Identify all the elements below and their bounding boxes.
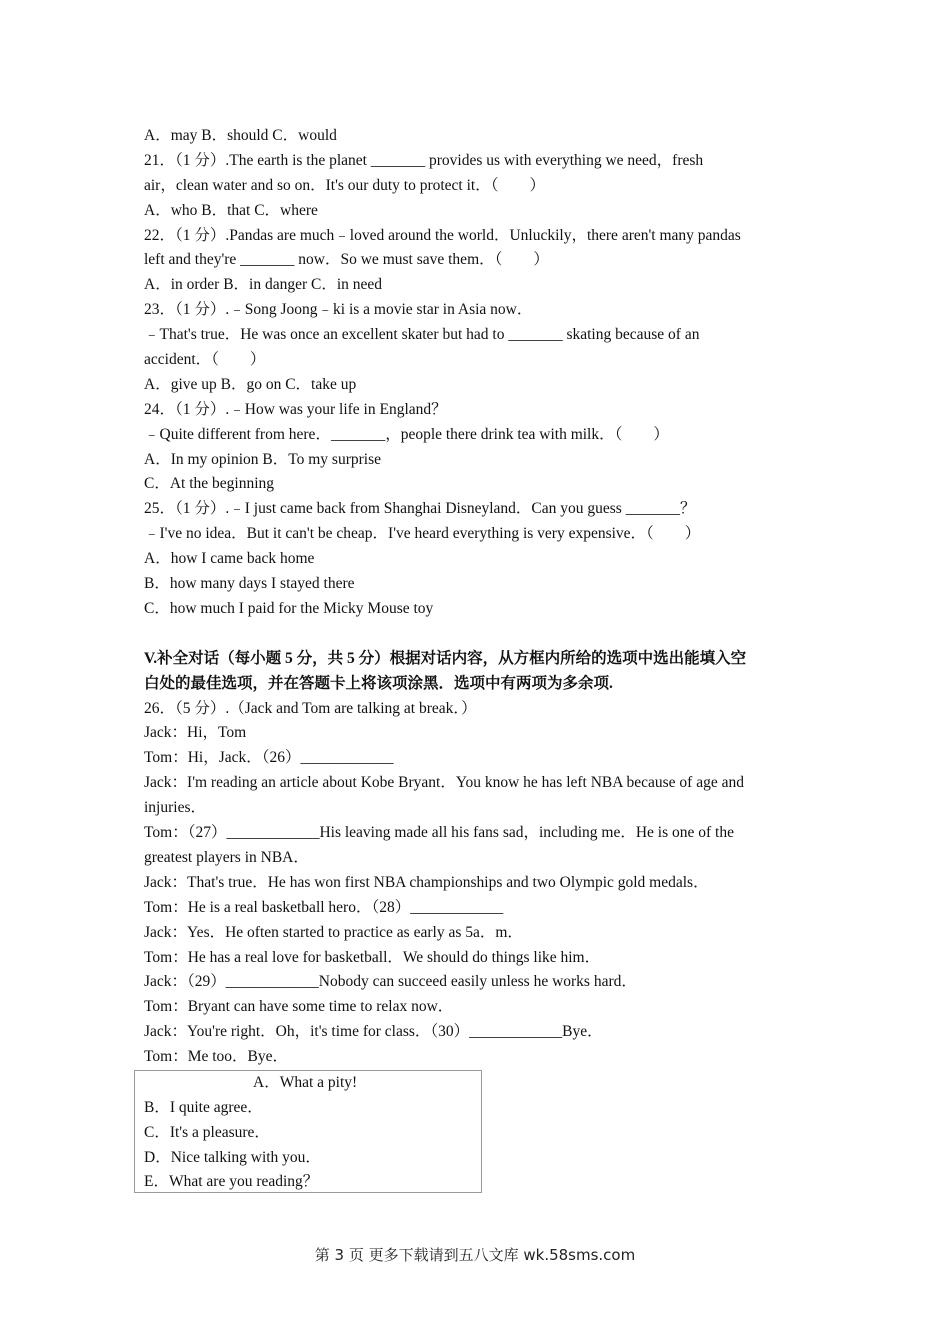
- section-v-heading-line-2: 白处的最佳选项，并在答题卡上将该项涂黑．选项中有两项为多余项.: [144, 674, 613, 692]
- section-v-heading-line-1: V.补全对话（每小题 5 分，共 5 分）根据对话内容，从方框内所给的选项中选出能填入空: [144, 649, 747, 667]
- answer-options-q24-c: C．At the beginning: [144, 475, 275, 493]
- dialogue-line: greatest players in NBA．: [144, 848, 309, 866]
- answer-options-q24-ab: A．In my opinion B．To my surprise: [144, 450, 382, 468]
- dialogue-line: Jack：I'm reading an article about Kobe Bryant．You know he has left NBA because of age and: [144, 774, 744, 792]
- question-23-line-1: 23．（1 分）.﹣Song Joong﹣ki is a movie star in Asia now．: [144, 301, 533, 319]
- answer-option-q25-c: C．how much I paid for the Micky Mouse toy: [144, 599, 434, 617]
- document-body: [144, 124, 804, 1070]
- answer-options-q21: A．who B．that C．where: [144, 201, 318, 219]
- page-footer: 第 3 页 更多下载请到五八文库 wk.58sms.com: [314, 1246, 636, 1264]
- question-25-line-1: 25．（1 分）.﹣I just came back from Shanghai Disneyland．Can you guess _______？: [144, 500, 696, 518]
- question-23-line-2: ﹣That's true．He was once an excellent skater but had to _______ skating because of an: [144, 326, 700, 344]
- dialogue-intro: 26．（5 分）.（Jack and Tom are talking at break．）: [144, 699, 477, 717]
- answer-options-q20: A．may B．should C．would: [144, 127, 337, 144]
- dialogue-line: Tom：He is a real basketball hero．（28）____________: [144, 898, 504, 916]
- question-21-line-1: 21．（1 分）.The earth is the planet _______ provides us with everything we need，fresh: [144, 151, 704, 169]
- question-25-line-2: ﹣I've no idea．But it can't be cheap．I've heard everything is very expensive．（ ）: [144, 525, 701, 543]
- answer-option-q25-a: A．how I came back home: [144, 550, 315, 568]
- dialogue-line: Tom：（27）____________His leaving made all his fans sad，including me．He is one of the: [144, 824, 734, 842]
- question-22-line-1: 22．（1 分）.Pandas are much﹣loved around the world．Unluckily，there aren't many pandas: [144, 226, 741, 244]
- option-c: C．It's a pleasure．: [144, 1124, 270, 1141]
- question-23-line-3: accident．（ ）: [144, 351, 266, 369]
- answer-options-q23: A．give up B．go on C．take up: [144, 375, 357, 393]
- options-box: [134, 1070, 482, 1193]
- option-b: B．I quite agree．: [144, 1099, 263, 1116]
- option-d: D．Nice talking with you．: [144, 1149, 321, 1166]
- question-22-line-2: left and they're _______ now．So we must save them．（ ）: [144, 251, 549, 269]
- dialogue-line: Jack：You're right．Oh，it's time for class．（30）____________Bye．: [144, 1023, 603, 1041]
- answer-options-q22: A．in order B．in danger C．in need: [144, 276, 383, 294]
- dialogue-line: Jack：That's true．He has won first NBA championships and two Olympic gold medals．: [144, 873, 709, 891]
- dialogue-line: Tom：He has a real love for basketball．We should do things like him．: [144, 948, 601, 966]
- option-e: E．What are you reading？: [144, 1173, 319, 1190]
- option-a: A．What a pity!: [253, 1074, 358, 1091]
- question-24-line-1: 24．（1 分）.﹣How was your life in England？: [144, 400, 447, 418]
- dialogue-line: Jack：（29）____________Nobody can succeed easily unless he works hard．: [144, 973, 637, 991]
- dialogue-line: injuries．: [144, 799, 206, 817]
- section-spacer: [144, 622, 804, 647]
- dialogue-line: Tom：Hi，Jack．（26）____________: [144, 749, 394, 767]
- dialogue-line: Jack：Yes．He often started to practice as early as 5a．m．: [144, 923, 523, 941]
- question-24-line-2: ﹣Quite different from here．_______，people there drink tea with milk．（ ）: [144, 425, 669, 443]
- question-21-line-2: air，clean water and so on．It's our duty to protect it．（ ）: [144, 176, 545, 194]
- dialogue-line: Tom：Me too．Bye．: [144, 1048, 289, 1066]
- answer-option-q25-b: B．how many days I stayed there: [144, 575, 355, 593]
- dialogue-line: Tom：Bryant can have some time to relax now．: [144, 998, 454, 1016]
- dialogue-line: Jack：Hi，Tom: [144, 724, 247, 742]
